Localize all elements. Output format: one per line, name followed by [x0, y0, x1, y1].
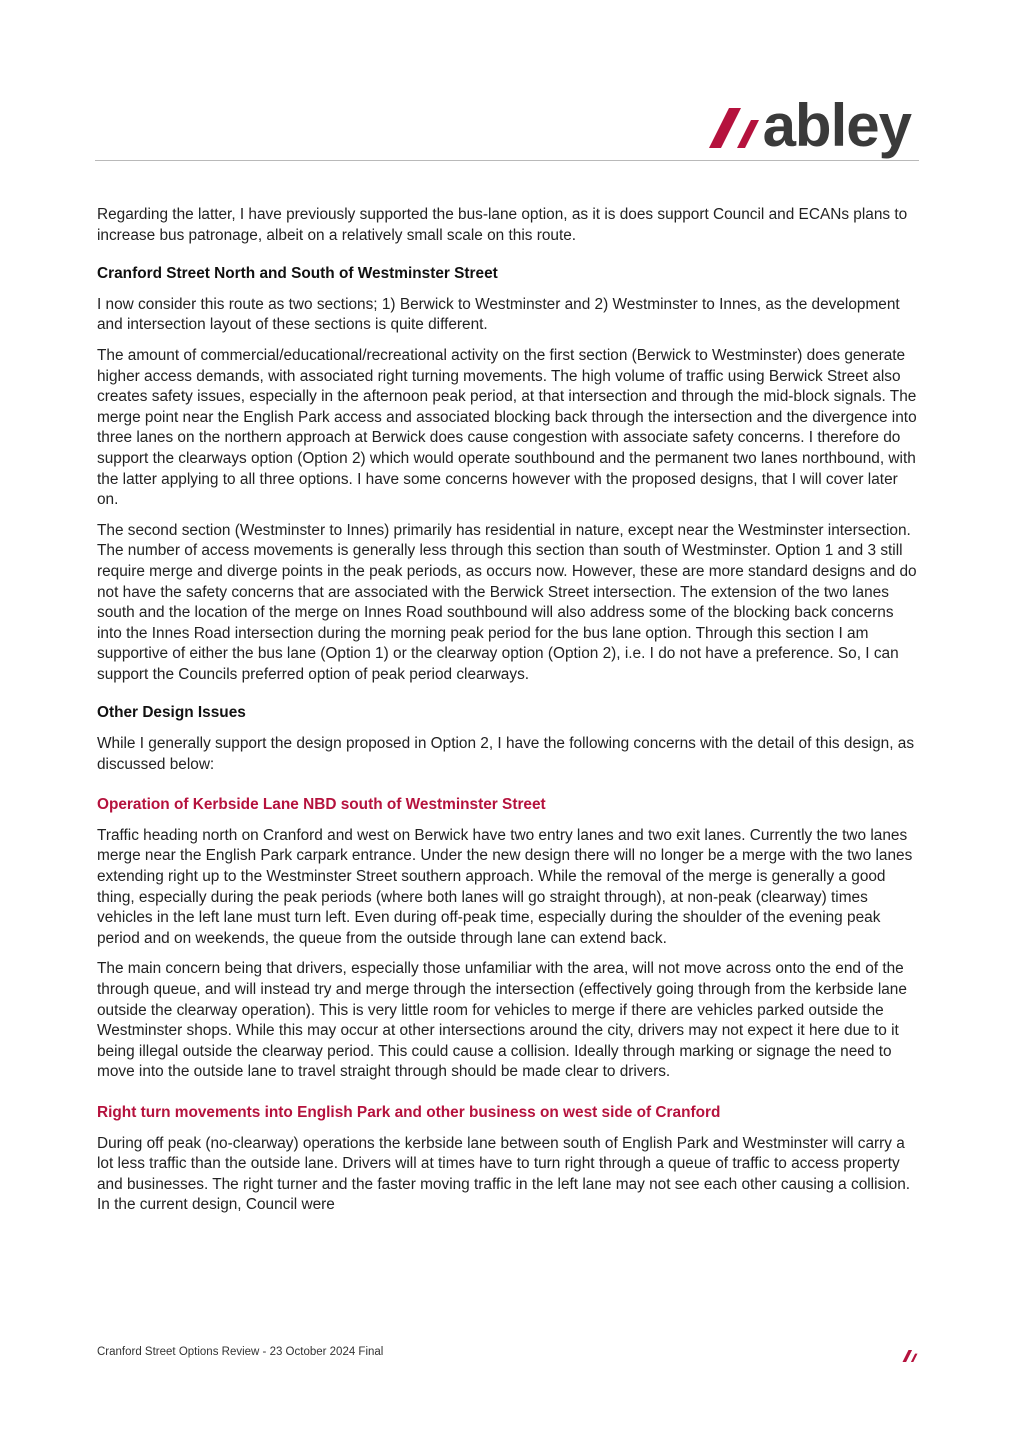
section-heading-other-design: Other Design Issues	[97, 704, 246, 722]
paragraph-5: While I generally support the design proposed in Option 2, I have the following concerns with the detail of this design, as discussed below:	[97, 735, 915, 773]
paragraph-1: Regarding the latter, I have previously supported the bus-lane option, as it is does support Council and ECANs plans to increase bus patronage, albeit on a relatively small scale on this route.	[97, 206, 908, 244]
subheading-right-turn: Right turn movements into English Park and other business on west side of Cranford	[97, 1103, 721, 1121]
logo-wordmark: abley	[762, 92, 911, 159]
footer-text: Cranford Street Options Review - 23 October 2024 Final	[97, 1346, 384, 1358]
paragraph-6: Traffic heading north on Cranford and west on Berwick have two entry lanes and two exit lanes. Currently the two lanes merge near the English Park carpark entrance. Under the new design there will no longer be a merge with the two lanes extending right up to the Westminster Street southern approach. While the removal of the merge is generally a good thing, especially during the peak periods (where both lanes will go straight through), at non-peak (clearway) times vehicles in the left lane must turn left. Even during off-peak time, especially during the shoulder of the evening peak period and on weekends, the queue from the outside through lane can extend back.	[97, 826, 913, 947]
paragraph-7: The main concern being that drivers, especially those unfamiliar with the area, will not move across onto the end of the through queue, and will instead try and merge through the intersection (effectively going through from the kerbside lane outside the clearway operation). This is very little room for vehicles to merge if there are vehicles parked outside the Westminster shops. While this may occur at other intersections around the city, drivers may not expect it here due to it being illegal outside the clearway period. This could cause a collision. Ideally through marking or signage the need to move into the outside lane to travel straight through should be made clear to drivers.	[97, 960, 907, 1081]
abley-mark-icon	[709, 108, 759, 148]
page-header	[95, 0, 919, 162]
header-divider	[95, 160, 919, 161]
section-heading-cranford: Cranford Street North and South of Westminster Street	[97, 265, 498, 283]
page-footer	[97, 1346, 920, 1366]
paragraph-2: I now consider this route as two sections; 1) Berwick to Westminster and 2) Westminster to Innes, as the development and intersection layout of these sections is quite different.	[97, 295, 900, 334]
paragraph-3: The amount of commercial/educational/recreational activity on the first section (Berwick to Westminster) does generate higher access demands, with associated right turning movements. The high volume of traffic using Berwick Street also creates safety issues, especially in the afternoon peak period, at that intersection and through the mid-block signals. The merge point near the English Park access and associated blocking back through the intersection and the divergence into three lanes on the northern approach at Berwick does cause congestion with associate safety concerns. I therefore do support the clearways option (Option 2) which would operate southbound and the permanent two lanes northbound, with the latter applying to all three options. I have some concerns however with the proposed designs, that I will cover later on.	[97, 346, 917, 509]
paragraph-8: During off peak (no-clearway) operations the kerbside lane between south of English Park and Westminster will carry a lot less traffic than the outside lane. Drivers will at times have to turn right through a queue of traffic to access property and businesses. The right turner and the faster moving traffic in the left lane may not see each other causing a collision. In the current design, Council were	[97, 1134, 911, 1214]
paragraph-4: The second section (Westminster to Innes) primarily has residential in nature, except near the Westminster intersection. The number of access movements is generally less through this section than south of Westminster. Option 1 and 3 still require merge and diverge points in the peak periods, as occurs now. However, these are more standard designs and do not have the safety concerns that are associated with the Berwick Street intersection. The extension of the two lanes south and the location of the merge on Innes Road southbound will also address some of the blocking back concerns into the Innes Road intersection during the morning peak period for the bus lane option. Through this section I am supportive of either the bus lane (Option 1) or the clearway option (Option 2), i.e. I do not have a preference. So, I can support the Councils preferred option of peak period clearways.	[97, 521, 917, 683]
abley-mark-small-icon	[902, 1350, 918, 1362]
subheading-kerbside-lane: Operation of Kerbside Lane NBD south of Westminster Street	[97, 796, 546, 814]
document-body	[97, 205, 920, 1226]
abley-logo	[709, 86, 911, 159]
